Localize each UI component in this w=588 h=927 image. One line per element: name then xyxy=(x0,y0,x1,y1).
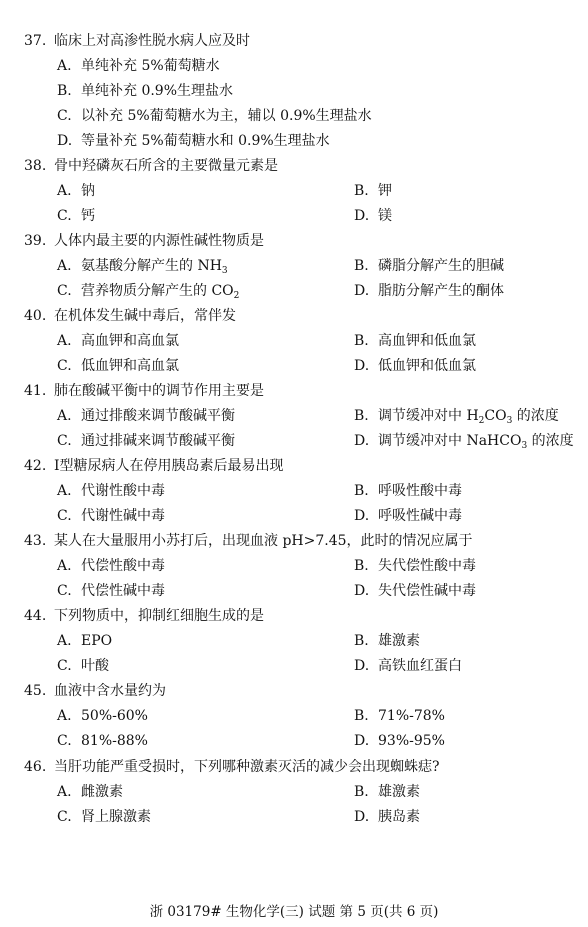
subscript: 3 xyxy=(506,416,513,426)
option-letter: C. xyxy=(57,283,72,299)
option-46-a xyxy=(57,782,123,802)
option-43-b xyxy=(354,556,476,576)
option-text: 以补充 5%葡萄糖水为主，辅以 0.9%生理盐水 xyxy=(81,108,372,124)
question-42 xyxy=(24,456,284,476)
option-text: 的浓度 xyxy=(527,433,574,449)
question-number: 46. xyxy=(24,759,47,775)
option-letter: C. xyxy=(57,358,72,374)
subscript: 2 xyxy=(478,416,485,426)
option-letter: D. xyxy=(354,208,370,224)
option-letter: A. xyxy=(57,183,72,199)
question-43 xyxy=(24,531,473,551)
option-39-c xyxy=(57,281,239,301)
question-37 xyxy=(24,31,250,51)
option-41-b xyxy=(354,406,559,426)
question-number: 37. xyxy=(24,33,47,49)
option-45-c xyxy=(57,731,148,751)
option-45-d xyxy=(354,731,445,751)
option-text: EPO xyxy=(81,633,113,649)
option-text: CO xyxy=(484,408,507,424)
option-letter: B. xyxy=(57,83,72,99)
option-letter: C. xyxy=(57,809,72,825)
option-text: 高铁血红蛋白 xyxy=(378,658,462,674)
option-letter: C. xyxy=(57,508,72,524)
option-39-a xyxy=(57,256,228,276)
option-43-a xyxy=(57,556,165,576)
option-41-c xyxy=(57,431,235,451)
option-letter: B. xyxy=(354,558,369,574)
option-text: 通过排碱来调节酸碱平衡 xyxy=(81,433,235,449)
question-39 xyxy=(24,231,264,251)
option-42-d xyxy=(354,506,462,526)
option-letter: A. xyxy=(57,483,72,499)
option-46-c xyxy=(57,807,151,827)
option-letter: B. xyxy=(354,333,369,349)
option-38-d xyxy=(354,206,392,226)
option-letter: C. xyxy=(57,733,72,749)
option-text: 调节缓冲对中 NaHCO xyxy=(378,433,522,449)
option-42-c xyxy=(57,506,165,526)
option-37-c xyxy=(57,106,372,126)
page-footer: 浙 03179# 生物化学(三) 试题 第 5 页(共 6 页) xyxy=(149,904,439,920)
option-letter: A. xyxy=(57,708,72,724)
option-letter: D. xyxy=(354,508,370,524)
option-letter: D. xyxy=(354,583,370,599)
option-text: 代谢性碱中毒 xyxy=(81,508,165,524)
option-44-d xyxy=(354,656,462,676)
question-text: 在机体发生碱中毒后，常伴发 xyxy=(54,308,236,324)
option-letter: C. xyxy=(57,433,72,449)
subscript: 3 xyxy=(521,441,528,451)
option-letter: D. xyxy=(354,809,370,825)
option-text: 低血钾和高血氯 xyxy=(81,358,179,374)
question-number: 44. xyxy=(24,608,47,624)
question-number: 39. xyxy=(24,233,47,249)
question-46 xyxy=(24,757,440,777)
option-text: 钾 xyxy=(378,183,392,199)
question-text: Ⅰ型糖尿病人在停用胰岛素后最易出现 xyxy=(54,458,284,474)
option-letter: A. xyxy=(57,784,72,800)
option-text: 等量补充 5%葡萄糖水和 0.9%生理盐水 xyxy=(81,133,330,149)
option-letter: C. xyxy=(57,108,72,124)
option-text: 单纯补充 0.9%生理盐水 xyxy=(81,83,234,99)
option-text: 通过排酸来调节酸碱平衡 xyxy=(81,408,235,424)
option-letter: A. xyxy=(57,633,72,649)
option-text: 营养物质分解产生的 CO xyxy=(81,283,234,299)
option-text: 失代偿性碱中毒 xyxy=(378,583,476,599)
question-text: 血液中含水量约为 xyxy=(54,683,166,699)
question-text: 下列物质中，抑制红细胞生成的是 xyxy=(54,608,264,624)
option-42-a xyxy=(57,481,165,501)
option-text: 呼吸性酸中毒 xyxy=(378,483,462,499)
option-letter: A. xyxy=(57,558,72,574)
option-46-d xyxy=(354,807,420,827)
option-letter: B. xyxy=(354,708,369,724)
option-letter: A. xyxy=(57,58,72,74)
option-text: 脂肪分解产生的酮体 xyxy=(378,283,504,299)
option-letter: D. xyxy=(354,358,370,374)
option-letter: D. xyxy=(354,733,370,749)
option-45-b xyxy=(354,706,445,726)
option-letter: D. xyxy=(354,658,370,674)
option-text: 磷脂分解产生的胆碱 xyxy=(378,258,504,274)
option-37-a xyxy=(57,56,220,76)
option-text: 代谢性酸中毒 xyxy=(81,483,165,499)
option-letter: C. xyxy=(57,583,72,599)
option-text: 81%-88% xyxy=(81,733,148,749)
option-text: 钙 xyxy=(81,208,95,224)
question-text: 临床上对高渗性脱水病人应及时 xyxy=(54,33,250,49)
option-44-a xyxy=(57,631,112,651)
option-text: 低血钾和低血氯 xyxy=(378,358,476,374)
option-letter: B. xyxy=(354,258,369,274)
option-40-d xyxy=(354,356,476,376)
subscript: 3 xyxy=(221,266,228,276)
option-45-a xyxy=(57,706,148,726)
question-38 xyxy=(24,156,278,176)
question-41 xyxy=(24,381,264,401)
option-43-d xyxy=(354,581,476,601)
option-text: 胰岛素 xyxy=(378,809,420,825)
option-text: 代偿性酸中毒 xyxy=(81,558,165,574)
option-text: 单纯补充 5%葡萄糖水 xyxy=(81,58,220,74)
option-letter: C. xyxy=(57,658,72,674)
option-text: 氨基酸分解产生的 NH xyxy=(81,258,222,274)
question-text: 肺在酸碱平衡中的调节作用主要是 xyxy=(54,383,264,399)
option-38-a xyxy=(57,181,95,201)
option-letter: A. xyxy=(57,333,72,349)
question-text: 某人在大量服用小苏打后，出现血液 pH>7.45，此时的情况应属于 xyxy=(54,533,473,549)
question-number: 42. xyxy=(24,458,47,474)
option-39-d xyxy=(354,281,504,301)
option-letter: D. xyxy=(354,283,370,299)
option-44-b xyxy=(354,631,420,651)
option-41-d xyxy=(354,431,574,451)
question-44 xyxy=(24,606,264,626)
option-letter: A. xyxy=(57,408,72,424)
option-text: 调节缓冲对中 H xyxy=(378,408,479,424)
option-text: 钠 xyxy=(81,183,95,199)
question-45 xyxy=(24,681,166,701)
option-39-b xyxy=(354,256,504,276)
option-text: 雄激素 xyxy=(378,784,420,800)
option-44-c xyxy=(57,656,109,676)
option-text: 呼吸性碱中毒 xyxy=(378,508,462,524)
option-letter: B. xyxy=(354,408,369,424)
option-text: 高血钾和高血氯 xyxy=(81,333,179,349)
option-letter: B. xyxy=(354,483,369,499)
option-text: 50%-60% xyxy=(81,708,148,724)
option-text: 93%-95% xyxy=(378,733,445,749)
option-46-b xyxy=(354,782,420,802)
option-text: 镁 xyxy=(378,208,392,224)
option-text: 雄激素 xyxy=(378,633,420,649)
question-number: 43. xyxy=(24,533,47,549)
question-text: 骨中羟磷灰石所含的主要微量元素是 xyxy=(54,158,278,174)
option-text: 叶酸 xyxy=(81,658,109,674)
option-38-b xyxy=(354,181,392,201)
question-text: 当肝功能严重受损时，下列哪种激素灭活的减少会出现蜘蛛痣? xyxy=(54,759,440,775)
option-text: 71%-78% xyxy=(378,708,445,724)
question-number: 38. xyxy=(24,158,47,174)
option-40-b xyxy=(354,331,476,351)
option-letter: B. xyxy=(354,784,369,800)
option-43-c xyxy=(57,581,165,601)
question-text: 人体内最主要的内源性碱性物质是 xyxy=(54,233,264,249)
option-text: 代偿性碱中毒 xyxy=(81,583,165,599)
option-40-c xyxy=(57,356,179,376)
subscript: 2 xyxy=(233,291,240,301)
question-40 xyxy=(24,306,236,326)
question-number: 40. xyxy=(24,308,47,324)
option-letter: D. xyxy=(354,433,370,449)
option-38-c xyxy=(57,206,95,226)
option-letter: B. xyxy=(354,183,369,199)
option-text: 失代偿性酸中毒 xyxy=(378,558,476,574)
option-text: 雌激素 xyxy=(81,784,123,800)
option-letter: D. xyxy=(57,133,73,149)
option-37-b xyxy=(57,81,233,101)
question-number: 41. xyxy=(24,383,47,399)
question-number: 45. xyxy=(24,683,47,699)
option-37-d xyxy=(57,131,330,151)
option-42-b xyxy=(354,481,462,501)
option-letter: B. xyxy=(354,633,369,649)
option-text: 的浓度 xyxy=(512,408,559,424)
option-41-a xyxy=(57,406,235,426)
option-40-a xyxy=(57,331,179,351)
option-letter: C. xyxy=(57,208,72,224)
option-text: 高血钾和低血氯 xyxy=(378,333,476,349)
option-text: 肾上腺激素 xyxy=(81,809,151,825)
option-letter: A. xyxy=(57,258,72,274)
